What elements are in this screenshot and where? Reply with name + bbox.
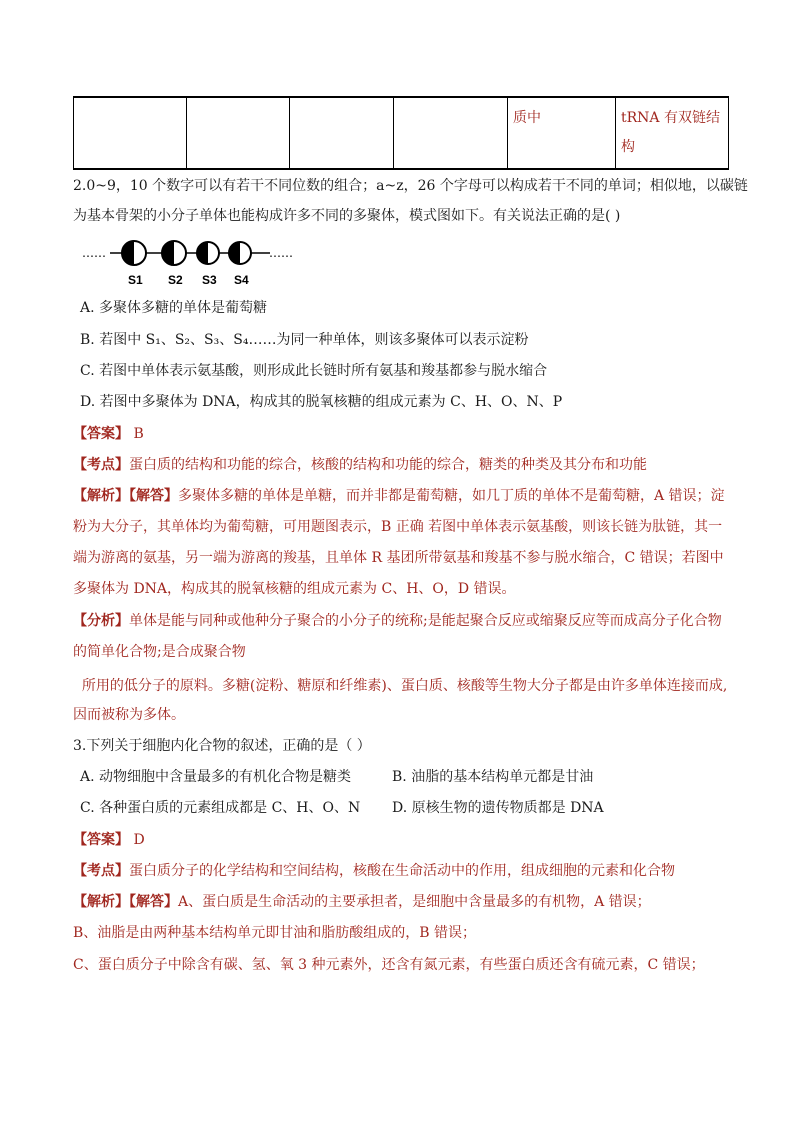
q2-fenxi-line1 bbox=[73, 611, 722, 631]
q3-analysis-line1 bbox=[73, 892, 651, 912]
continued-table bbox=[73, 96, 729, 170]
q3-option-b: B. 油脂的基本结构单元都是甘油 bbox=[392, 769, 594, 785]
q2-option-d: D. 若图中多聚体为 DNA，构成其的脱氧核糖的组成元素为 C、H、O、N、P bbox=[80, 394, 563, 410]
q2-point bbox=[73, 455, 647, 475]
monomer-chain-svg bbox=[80, 232, 300, 292]
q2-stem-line1: 2.0~9，10 个数字可以有若干不同位数的组合；a~z，26 个字母可以构成若干不同的单词；相似地，以碳链 bbox=[73, 178, 748, 194]
point-tag: 【考点】 bbox=[73, 457, 129, 473]
point-tag: 【考点】 bbox=[73, 863, 129, 879]
answer-value: B bbox=[129, 426, 144, 442]
q2-fenxi-line4: 因而被称为多体。 bbox=[73, 707, 185, 723]
q2-analysis-line3: 端为游离的氨基，另一端为游离的羧基，且单体 R 基团所带氨基和羧基不参与脱水缩合，C 错误；若图中 bbox=[73, 550, 724, 566]
point-text: 蛋白质的结构和功能的综合，核酸的结构和功能的综合，糖类的种类及其分布和功能 bbox=[129, 457, 647, 473]
table-cell bbox=[187, 97, 290, 169]
q2-analysis-line4: 多聚体为 DNA，构成其的脱氧核糖的组成元素为 C、H、O，D 错误。 bbox=[73, 581, 516, 597]
q3-answer bbox=[73, 830, 145, 850]
fenxi-tag: 【分析】 bbox=[73, 613, 129, 629]
analysis-tag: 【解析】【解答】 bbox=[73, 894, 178, 910]
answer-tag: 【答案】 bbox=[73, 426, 129, 442]
analysis-text: A、蛋白质是生命活动的主要承担者，是细胞中含量最多的有机物，A 错误； bbox=[178, 894, 651, 910]
table-row bbox=[74, 97, 729, 169]
q3-analysis-line3: C、蛋白质分子中除含有碳、氢、氧 3 种元素外，还含有氮元素，有些蛋白质还含有硫元素，C 错误； bbox=[73, 957, 705, 973]
answer-tag: 【答案】 bbox=[73, 832, 129, 848]
q2-option-c: C. 若图中单体表示氨基酸，则形成此长链时所有氨基和羧基都参与脱水缩合 bbox=[80, 363, 548, 379]
q3-analysis-line2: B、油脂是由两种基本结构单元即甘油和脂肪酸组成的，B 错误； bbox=[73, 925, 477, 941]
q2-fenxi-line3: 所用的低分子的原料。多糖(淀粉、糖原和纤维素)、蛋白质、核酸等生物大分子都是由许多单体连接而成, bbox=[73, 678, 728, 694]
q3-option-c: C. 各种蛋白质的元素组成都是 C、H、O、N bbox=[80, 800, 361, 816]
analysis-tag: 【解析】【解答】 bbox=[73, 488, 178, 504]
monomer-circle bbox=[229, 242, 251, 264]
q3-stem: 3.下列关于细胞内化合物的叙述，正确的是（ ） bbox=[73, 738, 371, 754]
monomer-label: S3 bbox=[202, 273, 217, 287]
q2-analysis-line1 bbox=[73, 486, 725, 506]
table-cell: 质中 bbox=[508, 97, 616, 169]
monomer-chain-diagram bbox=[80, 232, 300, 292]
table-cell: tRNA 有双链结构 bbox=[616, 97, 729, 169]
q2-analysis-line2: 粉为大分子，其单体均为葡萄糖，可用题图表示，B 正确 若图中单体表示氨基酸，则该长链为肽链，其一 bbox=[73, 519, 723, 535]
q2-answer bbox=[73, 424, 144, 444]
q2-stem-line2: 为基本骨架的小分子单体也能构成许多不同的多聚体，模式图如下。有关说法正确的是( ) bbox=[73, 208, 621, 224]
q2-option-b: B. 若图中 S₁、S₂、S₃、S₄……为同一种单体，则该多聚体可以表示淀粉 bbox=[80, 332, 529, 348]
diagram-ellipsis-right: …… bbox=[269, 246, 293, 260]
monomer-label: S1 bbox=[128, 273, 143, 287]
q3-option-a: A. 动物细胞中含量最多的有机化合物是糖类 bbox=[80, 769, 352, 785]
monomer-circle bbox=[122, 241, 146, 265]
q2-fenxi-line2: 的简单化合物;是合成聚合物 bbox=[73, 644, 246, 660]
analysis-text: 多聚体多糖的单体是单糖，而并非都是葡萄糖，如几丁质的单体不是葡萄糖，A 错误；淀 bbox=[178, 488, 725, 504]
diagram-ellipsis-left: …… bbox=[82, 246, 106, 260]
answer-value: D bbox=[129, 832, 145, 848]
monomer-label: S4 bbox=[234, 273, 249, 287]
monomer-circle bbox=[197, 242, 219, 264]
table-cell bbox=[394, 97, 508, 169]
fenxi-text: 单体是能与同种或他种分子聚合的小分子的统称;是能起聚合反应或缩聚反应等而成高分子化合物 bbox=[129, 613, 722, 629]
point-text: 蛋白质分子的化学结构和空间结构，核酸在生命活动中的作用，组成细胞的元素和化合物 bbox=[129, 863, 675, 879]
q3-point bbox=[73, 861, 675, 881]
table-cell bbox=[74, 97, 187, 169]
q3-option-d: D. 原核生物的遗传物质都是 DNA bbox=[392, 800, 604, 816]
table-cell bbox=[290, 97, 394, 169]
monomer-label: S2 bbox=[168, 273, 183, 287]
q2-option-a: A. 多聚体多糖的单体是葡萄糖 bbox=[80, 300, 268, 316]
monomer-circle bbox=[162, 241, 186, 265]
